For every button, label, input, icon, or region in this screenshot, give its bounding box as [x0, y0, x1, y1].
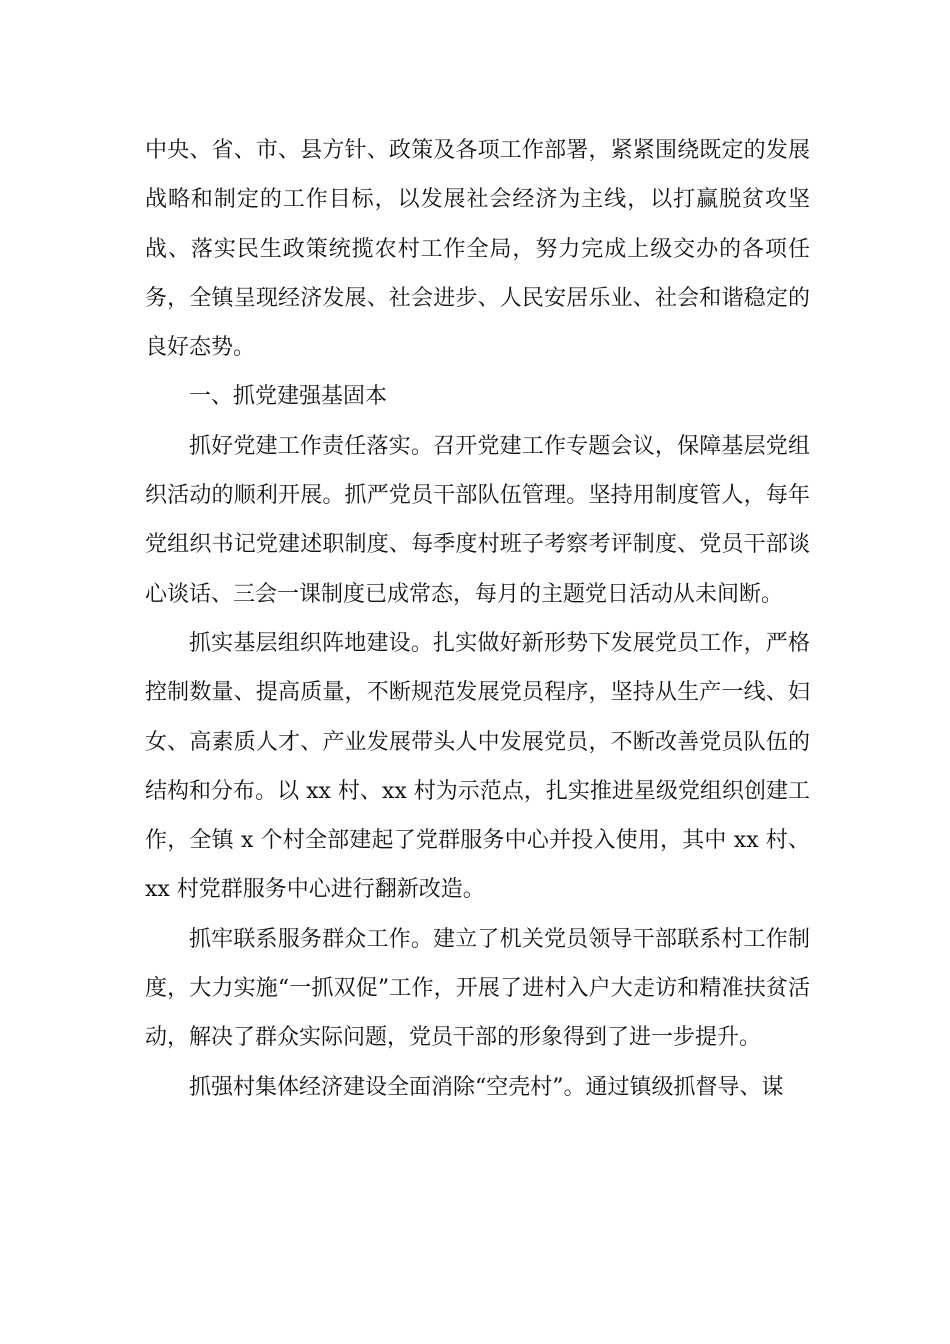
paragraph-collective-economy: 抓强村集体经济建设全面消除“空壳村”。通过镇级抓督导、谋 — [189, 1074, 784, 1100]
document-page — [145, 126, 810, 1112]
paragraph-intro: 中央、省、市、县方针、政策及各项工作部署，紧紧围绕既定的发展战略和制定的工作目标，以发展社会经济为主线，以打赢脱贫攻坚战、落实民生政策统揽农村工作全局，努力完成上级交办的各项任务，全镇呈现经济发展、社会进步、人民安居乐业、社会和谐稳定的良好态势。 — [145, 138, 810, 361]
paragraph-grassroots-organization: 抓实基层组织阵地建设。扎实做好新形势下发展党员工作，严格控制数量、提高质量，不断规范发展党员程序，坚持从生产一线、妇女、高素质人才、产业发展带头人中发展党员，不断改善党员队伍的结构和分布。以 xx 村、xx 村为示范点，扎实推进星级党组织创建工作，全镇 x 个村全部建起了党群服务中心并投入使用，其中 xx 村、xx 村党群服务中心进行翻新改造。 — [145, 630, 810, 903]
paragraph-serving-masses: 抓牢联系服务群众工作。建立了机关党员领导干部联系村工作制度，大力实施“一抓双促”工作，开展了进村入户大走访和精准扶贫活动，解决了群众实际问题，党员干部的形象得到了进一步提升。 — [145, 926, 810, 1051]
paragraph-party-building-responsibility: 抓好党建工作责任落实。召开党建工作专题会议，保障基层党组织活动的顺利开展。抓严党员干部队伍管理。坚持用制度管人，每年党组织书记党建述职制度、每季度村班子考察考评制度、党员干部谈心谈话、三会一课制度已成常态，每月的主题党日活动从未间断。 — [145, 433, 810, 607]
section-heading: 一、抓党建强基固本 — [189, 384, 388, 410]
